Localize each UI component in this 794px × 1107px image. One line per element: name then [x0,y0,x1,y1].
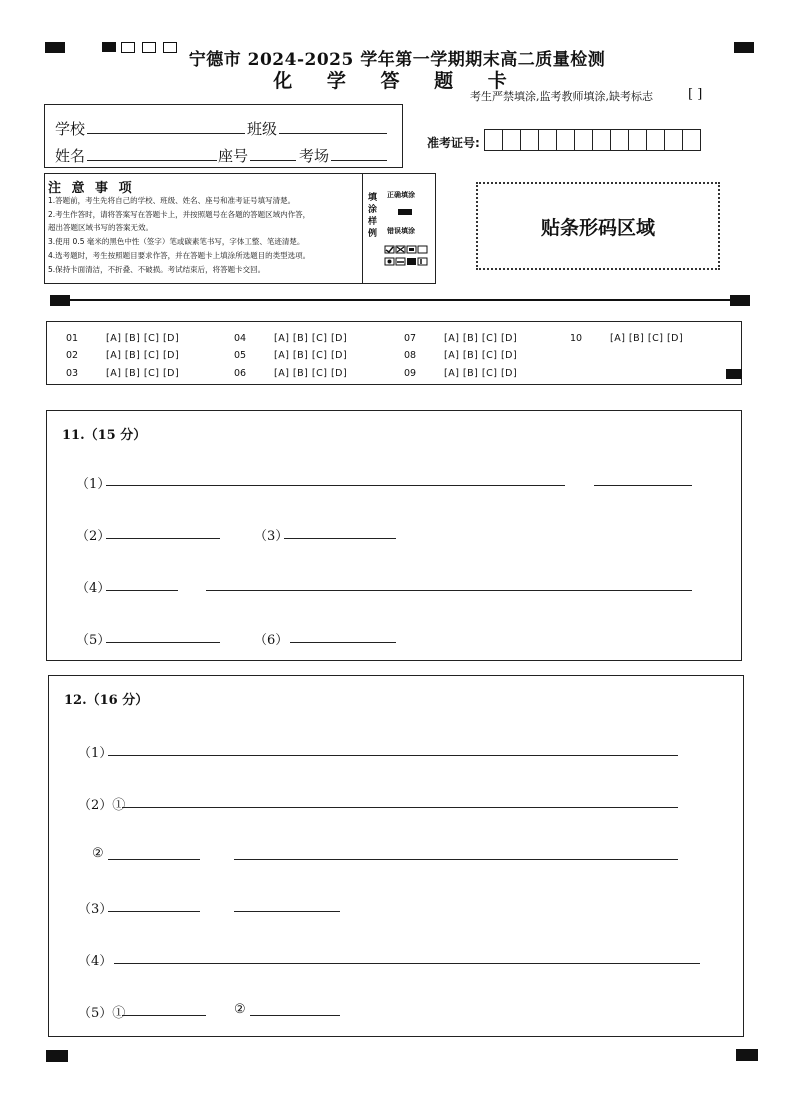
notice-item: 2.考生作答时，请将答案写在答题卡上，并按照题号在各题的答题区域内作答， [48,210,311,219]
seat-field[interactable] [250,160,296,161]
exam-number-cell[interactable] [574,129,593,151]
mc-number: 06 [234,368,247,379]
correct-fill-label: 正确填涂 [387,191,415,199]
mc-options[interactable]: [A] [B] [C] [D] [444,350,518,361]
exam-title: 宁德市 2024-2025 学年第一学期期末高二质量检测 [188,50,606,70]
q12-answer-line[interactable] [234,911,340,912]
question-12-box [48,675,744,1037]
q12-answer-line[interactable] [234,859,678,860]
q12-part-label: ② [92,846,104,861]
exam-number-cell[interactable] [520,129,539,151]
seat-label: 座号 [218,147,249,165]
mc-options[interactable]: [A] [B] [C] [D] [106,333,180,344]
q12-answer-line[interactable] [122,807,678,808]
exam-number-label: 准考证号: [427,136,480,150]
school-field[interactable] [87,133,245,134]
question-11-box [46,410,742,661]
exam-number-cell[interactable] [664,129,683,151]
mc-options[interactable]: [A] [B] [C] [D] [106,368,180,379]
exam-number-cell[interactable] [682,129,701,151]
exam-number-cell[interactable] [484,129,503,151]
exam-number-cell[interactable] [556,129,575,151]
correct-fill-sample [398,209,412,215]
exam-number-cells[interactable] [484,129,700,151]
exam-number-cell[interactable] [646,129,665,151]
notice-divider [362,173,363,284]
q11-answer-line[interactable] [106,642,220,643]
exam-number-cell[interactable] [610,129,629,151]
name-label: 姓名 [55,147,86,165]
q11-answer-line[interactable] [290,642,396,643]
q11-answer-line[interactable] [106,590,178,591]
question-12-title: 12.（16 分） [64,693,149,708]
q11-part-label: （3） [254,529,289,544]
question-11-title: 11.（15 分） [62,428,147,443]
q12-answer-line[interactable] [108,859,200,860]
class-label: 班级 [247,120,278,138]
q11-answer-line[interactable] [106,538,220,539]
q12-answer-line[interactable] [108,755,678,756]
q12-answer-line[interactable] [108,911,200,912]
mc-number: 01 [66,333,79,344]
separator-mark-right [730,295,750,306]
mc-options[interactable]: [A] [B] [C] [D] [444,368,518,379]
room-label: 考场 [299,147,330,165]
school-label: 学校 [55,120,86,138]
exam-number-cell[interactable] [592,129,611,151]
q12-answer-line[interactable] [122,1015,206,1016]
wrong-fill-sample-icon [384,245,430,269]
q12-part-label: （2）① [78,798,126,813]
q12-part-label: （4） [78,954,113,969]
fill-sample-label: 填涂样例 [368,193,378,239]
mc-number: 09 [404,368,417,379]
mc-number: 05 [234,350,247,361]
mc-options[interactable]: [A] [B] [C] [D] [610,333,684,344]
notice-item: 1.答题前，考生先将自己的学校、班级、姓名、座号和准考证号填写清楚。 [48,196,296,205]
exam-number-cell[interactable] [502,129,521,151]
q12-answer-line[interactable] [250,1015,340,1016]
room-field[interactable] [331,160,387,161]
registration-mark-bottom-left [46,1050,68,1062]
q11-part-label: （2） [76,529,111,544]
mc-number: 10 [570,333,583,344]
separator-line [62,299,736,301]
q11-part-label: （1） [76,477,111,492]
registration-mark-bottom-right [736,1049,758,1061]
mc-options[interactable]: [A] [B] [C] [D] [274,368,348,379]
q12-part-label: （5）① [78,1006,126,1021]
mc-timing-mark [726,369,742,379]
mc-number: 04 [234,333,247,344]
barcode-label: 贴条形码区域 [540,216,655,239]
notice-item: 3.使用 0.5 毫米的黑色中性（签字）笔或碳素笔书写，字体工整、笔迹清楚。 [48,237,305,246]
mc-options[interactable]: [A] [B] [C] [D] [274,333,348,344]
q12-part-label: ② [234,1002,246,1017]
mc-number: 03 [66,368,79,379]
mc-number: 08 [404,350,417,361]
absent-mark-box[interactable]: [ ] [688,87,703,102]
mc-options[interactable]: [A] [B] [C] [D] [444,333,518,344]
q11-part-label: （5） [76,633,111,648]
notice-item: 4.选考题时，考生按照题目要求作答，并在答题卡上填涂所选题目的类型选项。 [48,251,311,260]
q11-part-label: （4） [76,581,111,596]
q12-part-label: （3） [78,902,113,917]
q11-answer-line[interactable] [284,538,396,539]
q12-part-label: （1） [78,746,113,761]
card-subtitle: 化 学 答 题 卡 [273,70,521,92]
mc-options[interactable]: [A] [B] [C] [D] [274,350,348,361]
q11-answer-line[interactable] [106,485,565,486]
exam-number-cell[interactable] [628,129,647,151]
mc-options[interactable]: [A] [B] [C] [D] [106,350,180,361]
q11-answer-line[interactable] [594,485,692,486]
class-field[interactable] [279,133,387,134]
q11-part-label: （6） [254,633,289,648]
name-field[interactable] [87,160,217,161]
notice-item: 5.保持卡面清洁，不折叠、不破损。考试结束后，将答题卡交回。 [48,265,266,274]
invigilator-note: 考生严禁填涂,监考教师填涂,缺考标志 [470,90,653,103]
exam-number-cell[interactable] [538,129,557,151]
notice-title: 注 意 事 项 [48,181,135,196]
wrong-fill-label: 错误填涂 [387,227,415,235]
mc-number: 07 [404,333,417,344]
barcode-area [476,182,720,270]
q11-answer-line[interactable] [206,590,692,591]
notice-item: 超出答题区域书写的答案无效。 [48,223,153,232]
q12-answer-line[interactable] [114,963,700,964]
mc-number: 02 [66,350,79,361]
